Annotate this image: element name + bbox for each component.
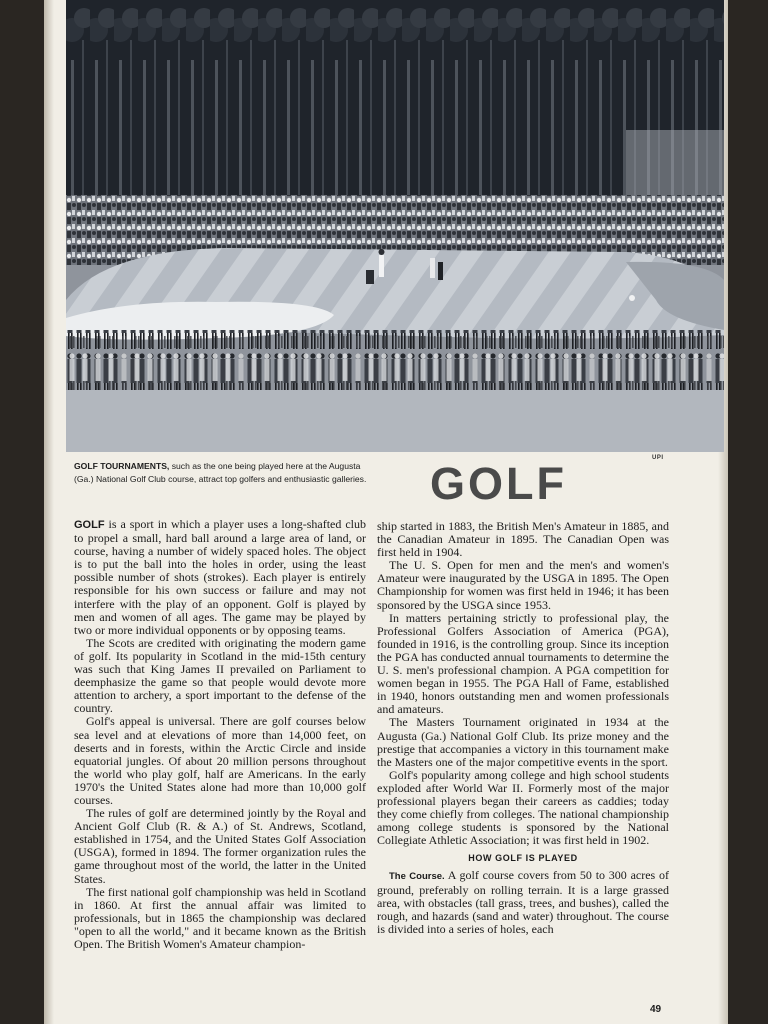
- paragraph: In matters pertaining strictly to professional play, the Professional Golfers Association of America (PGA), founded in 1916, is the controlling group. Since its inception the PGA has conducted annual tournaments to determine the U. S. men's professional champion. A PGA competition for women began in 1955. The PGA Hall of Fame, established in 1940, honors outstanding men and women professionals and amateurs.: [377, 610, 669, 717]
- paragraph: The Scots are credited with originating the modern game of golf. Its popularity in Scotland in the mid-15th century was such that King James II prevailed on Parliament to deemphasize the game so that people would devote more attention to archery, a sport important to the defense of the country.: [74, 635, 366, 716]
- paragraph: The U. S. Open for men and the men's and women's Amateur were inaugurated by the USGA in 1895. The Open Championship for women was first held in 1946; it has been sponsored by the USGA since 1953.: [377, 558, 669, 612]
- lead-word: GOLF: [74, 519, 105, 531]
- article-title: GOLF: [430, 458, 567, 509]
- page-gutter-shadow: [44, 0, 54, 1024]
- paragraph: Golf's popularity among college and high school students exploded after World War II. Formerly most of the major professional players began their careers as caddies; today they come chiefly from colleges. The national championship among college students is sponsored by the National Collegiate Athletic Association; it was first held in 1902.: [377, 767, 669, 848]
- paragraph: GOLF is a sport in which a player uses a long-shafted club to propel a small, hard ball around a large area of land, or course, having a number of widely spaced holes. The object is to put the ball into the holes in order, using the least possible number of shots (strokes). Each player is entirely responsible for his own success or failure and may not interfere with the play of an opponent. Golf is played by men and women of all ages. The game may be played by two or more individual opponents or by opposing teams.: [74, 517, 366, 637]
- paragraph: ship started in 1883, the British Men's Amateur in 1885, and the Canadian Amateur in 1895. The Canadian Open was first held in 1904.: [377, 519, 669, 560]
- section-heading: HOW GOLF IS PLAYED: [468, 853, 578, 864]
- paragraph: The Masters Tournament originated in 1934 at the Augusta (Ga.) National Golf Club. Its prize money and the prestige that accompanies a victory in this tournament make the Masters one of the major competitive events in the sport.: [377, 715, 669, 769]
- text-column-right: [377, 520, 669, 936]
- text-column-left: [74, 518, 366, 951]
- caption-text: such as the one being played here at the Augusta (Ga.) National Golf Club course, attract top golfers and enthusiastic galleries.: [74, 461, 367, 484]
- photo-caption: [74, 460, 374, 486]
- paragraph: The rules of golf are determined jointly by the Royal and Ancient Golf Club (R. & A.) of St. Andrews, Scotland, established in 1754, and the United States Golf Association (USGA), formed in 1894. The former organization rules the game throughout most of the world, the latter in the United States.: [74, 806, 366, 886]
- photo-credit: UPI: [652, 455, 664, 461]
- paragraph: Golf's appeal is universal. There are golf courses below sea level and at elevations of more than 14,000 feet, on deserts and in forests, within the Arctic Circle and inside equatorial jungles. Of about 20 million persons throughout the world who play golf, half are Americans. In the early 1970's the United States alone had more than 10,000 golf courses.: [74, 714, 366, 807]
- paragraph: The Course. A golf course covers from 50 to 300 acres of ground, preferably on rolling terrain. It is a large grassed area, with obstacles (tall grass, trees, and bushes), called the rough, and hazards (sand and water) throughout. The course is divided into a series of holes, each: [377, 868, 669, 936]
- tournament-photo: [66, 0, 724, 452]
- run-in-heading: The Course.: [389, 871, 445, 883]
- page-number: 49: [650, 1004, 662, 1015]
- paragraph: The first national golf championship was held in Scotland in 1860. At first the annual affair was limited to professionals, but in 1865 the championship was declared "open to all the world," and it became known as the British Open. The British Women's Amateur champion-: [74, 884, 366, 951]
- caption-lead: GOLF TOURNAMENTS,: [74, 461, 170, 471]
